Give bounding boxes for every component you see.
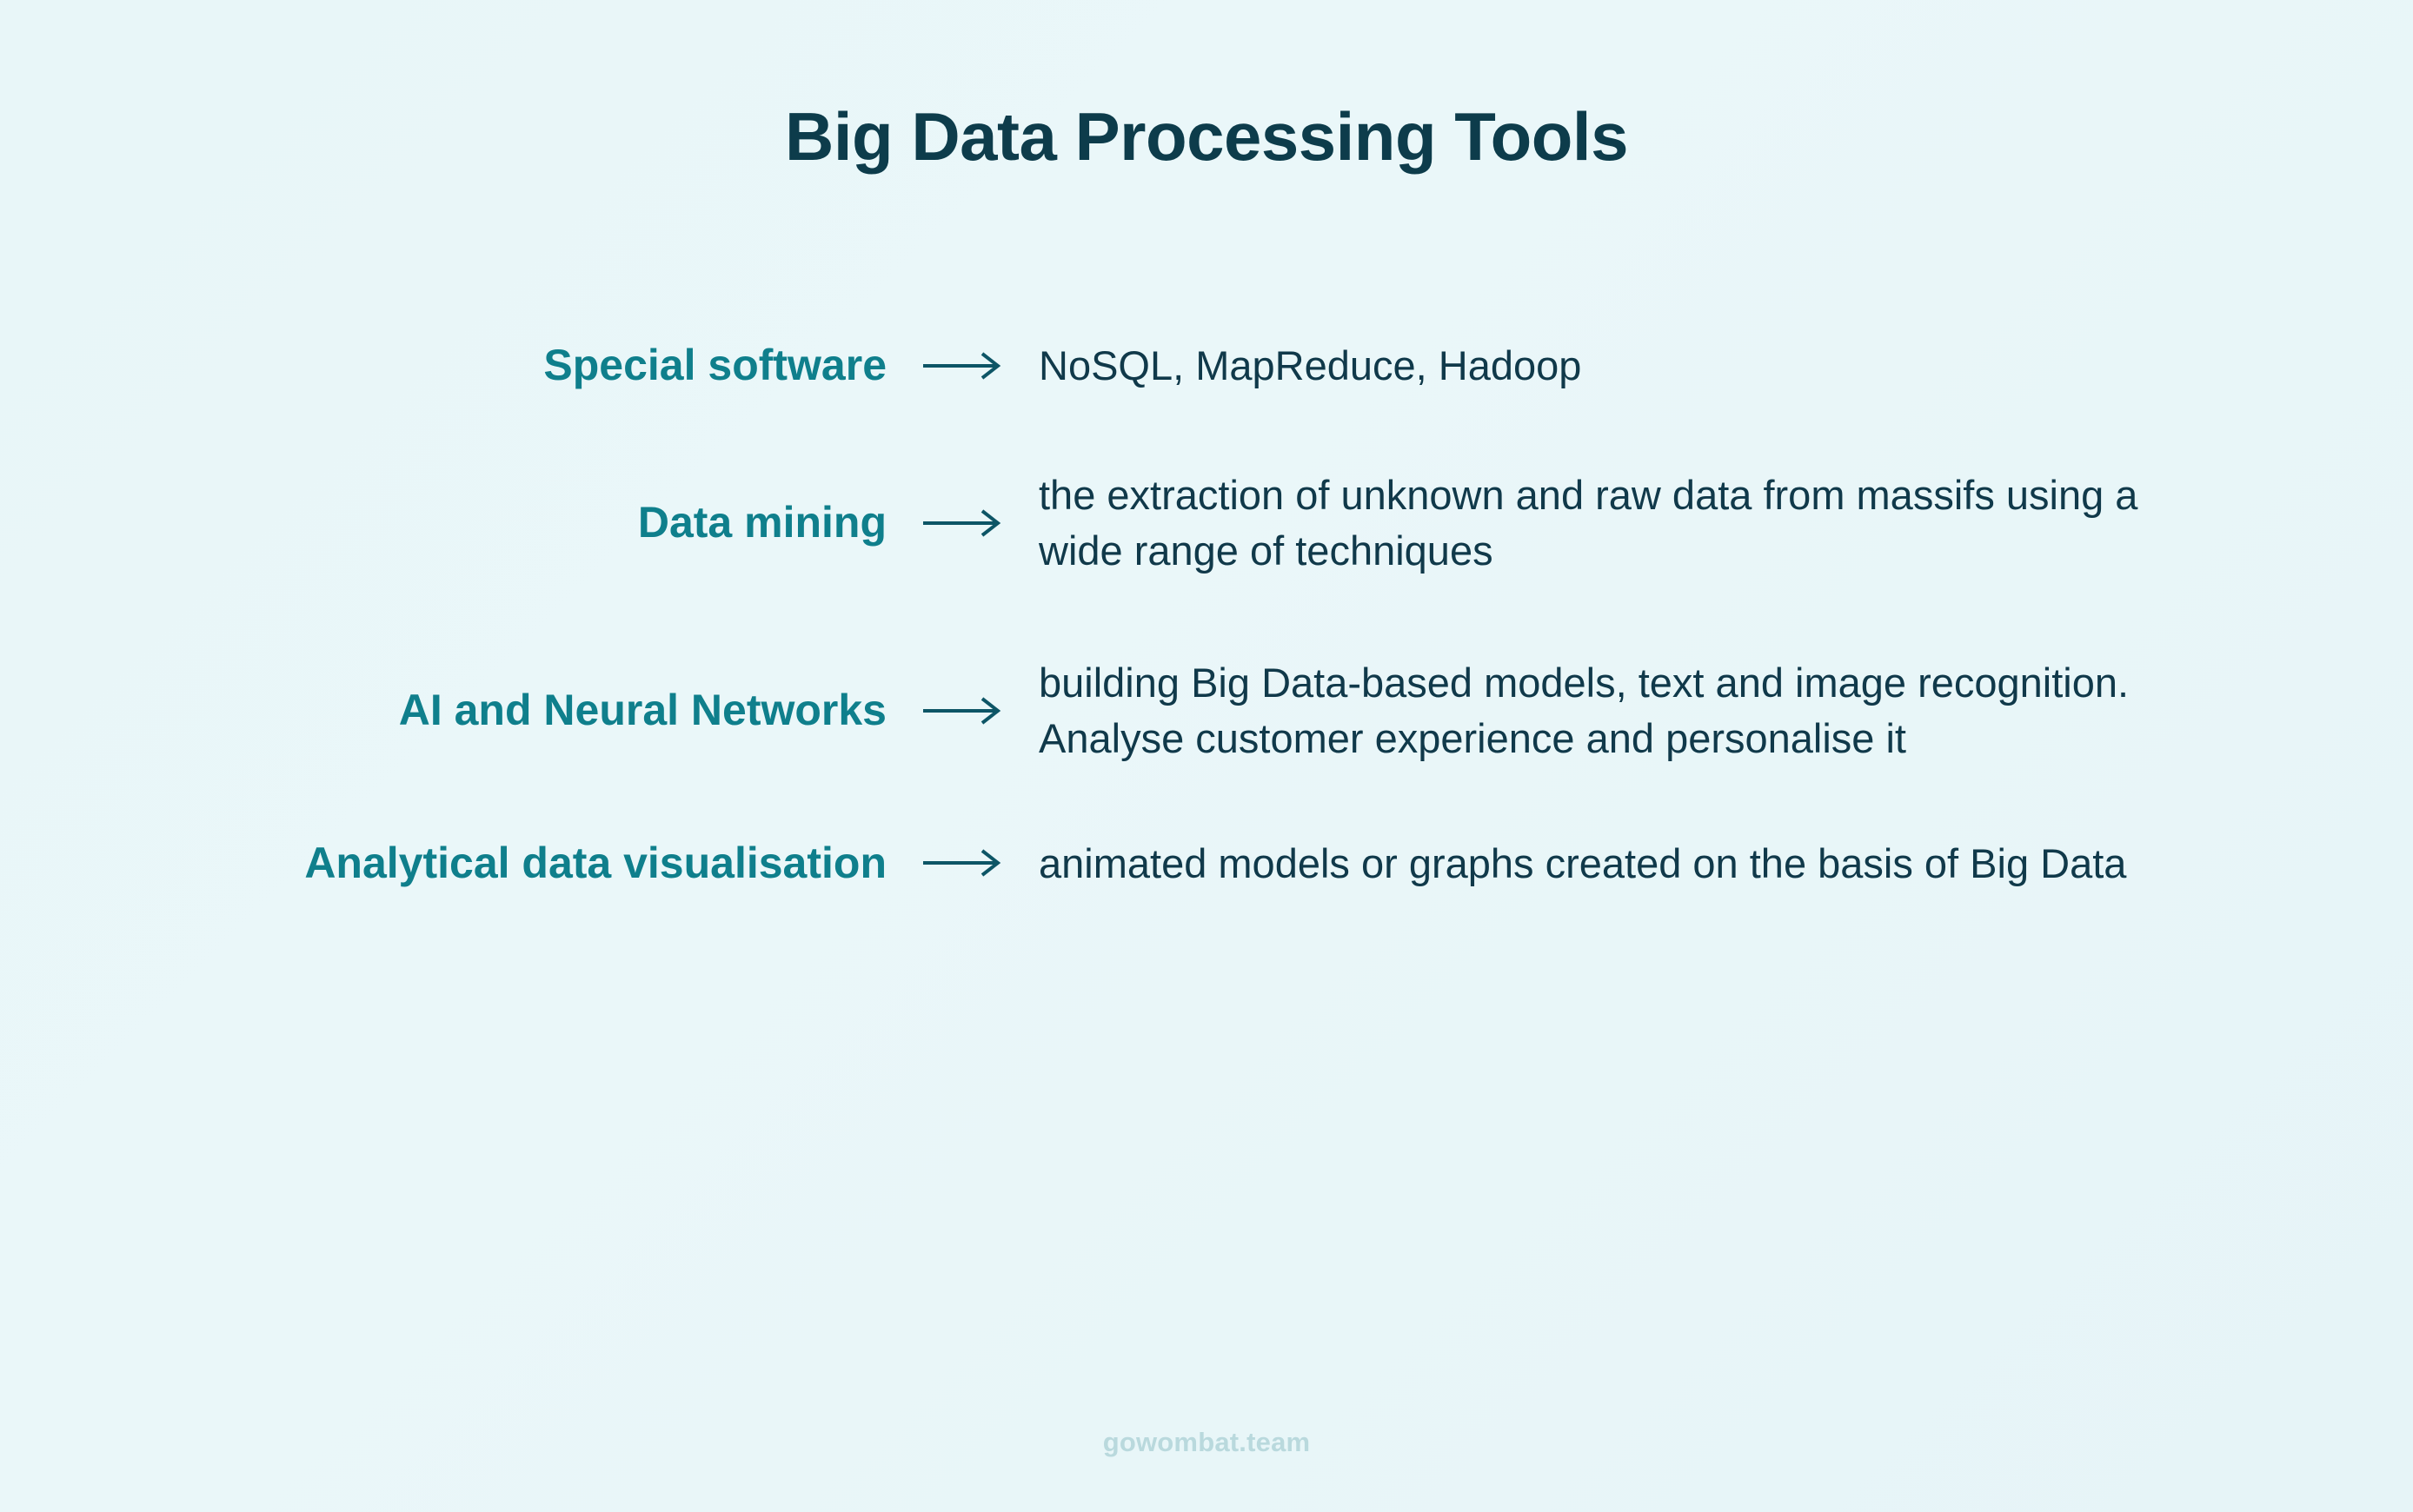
right-arrow-icon — [887, 846, 1039, 880]
tool-description: animated models or graphs created on the basis of Big Data — [1039, 839, 2127, 886]
tool-label: Analytical data visualisation — [304, 838, 887, 887]
tool-description: the extraction of unknown and raw data from massifs using a wide range of techniques — [1039, 471, 2138, 574]
tool-label: Data mining — [637, 498, 887, 547]
tool-label: AI and Neural Networks — [398, 686, 887, 735]
tool-description: building Big Data-based models, text and image recognition. Analyse customer experience and personalise it — [1039, 659, 2130, 761]
tool-label: Special software — [543, 341, 887, 390]
right-arrow-icon — [887, 506, 1039, 540]
right-arrow-icon — [887, 693, 1039, 728]
tools-list — [0, 338, 2413, 891]
list-item — [0, 655, 2413, 766]
page-title: Big Data Processing Tools — [785, 98, 1628, 175]
right-arrow-icon — [887, 348, 1039, 383]
tool-description: NoSQL, MapReduce, Hadoop — [1039, 342, 1582, 388]
list-item — [0, 468, 2413, 579]
list-item — [0, 836, 2413, 892]
footer-brand: gowombat.team — [1102, 1427, 1311, 1457]
list-item — [0, 338, 2413, 394]
